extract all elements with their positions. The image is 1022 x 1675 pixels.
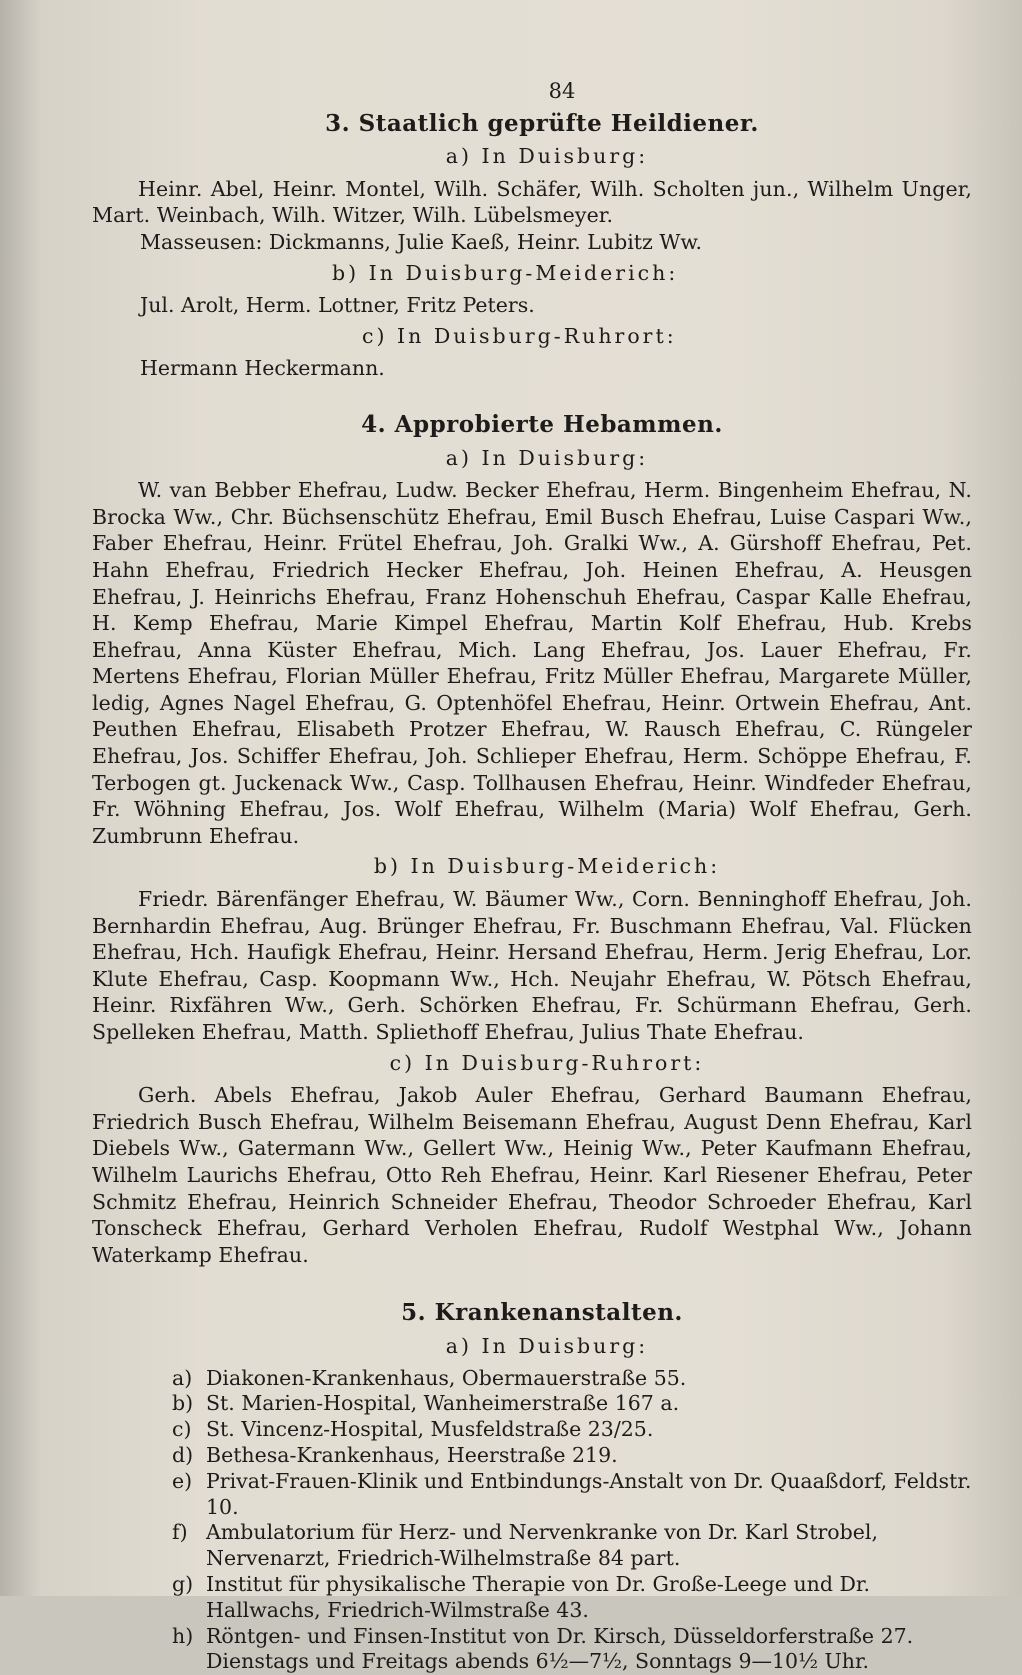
page-text bbox=[92, 70, 972, 1675]
section-3-c-heading: c) In Duisburg-Ruhrort: bbox=[92, 323, 972, 350]
section-3-title: 3. Staatlich geprüfte Heildiener. bbox=[92, 111, 972, 138]
hospital-list bbox=[92, 1366, 972, 1675]
section-4-a-heading: a) In Duisburg: bbox=[92, 445, 972, 472]
list-item: e) Privat-Frauen-Klinik und Entbindungs-Anstalt von Dr. Quaaßdorf, Feldstr. 10. bbox=[92, 1469, 972, 1521]
list-item: c) St. Vincenz-Hospital, Musfeldstraße 23/25. bbox=[92, 1417, 972, 1443]
section-4-c-text: Gerh. Abels Ehefrau, Jakob Auler Ehefrau, Gerhard Baumann Ehefrau, Friedrich Busch Ehefrau, Wilhelm Beisemann Ehefrau, August Denn Ehefrau, Karl Diebels Ww., Gatermann Ww., Gellert Ww., Heinig Ww., Peter Kaufmann Ehefrau, Wilhelm Laurichs Ehefrau, Otto Reh Ehefrau, Heinr. Karl Riesener Ehefrau, Peter Schmitz Ehefrau, Heinrich Schneider Ehefrau, Theodor Schroeder Ehefrau, Karl Tonscheck Ehefrau, Gerhard Verholen Ehefrau, Rudolf Westphal Ww., Johann Waterkamp Ehefrau. bbox=[92, 1082, 972, 1268]
section-4-c-heading: c) In Duisburg-Ruhrort: bbox=[92, 1050, 972, 1077]
section-3-a-heading: a) In Duisburg: bbox=[92, 143, 972, 170]
section-3-c-text: Hermann Heckermann. bbox=[92, 355, 972, 382]
section-3-b-text: Jul. Arolt, Herm. Lottner, Fritz Peters. bbox=[92, 292, 972, 319]
section-5-title: 5. Krankenanstalten. bbox=[92, 1300, 972, 1327]
page-number: 84 bbox=[92, 78, 972, 105]
section-5-a-heading: a) In Duisburg: bbox=[92, 1333, 972, 1360]
list-item: d) Bethesa-Krankenhaus, Heerstraße 219. bbox=[92, 1443, 972, 1469]
section-4-a-text: W. van Bebber Ehefrau, Ludw. Becker Ehefrau, Herm. Bingenheim Ehefrau, N. Brocka Ww., Chr. Büchsenschütz Ehefrau, Emil Busch Ehefrau, Luise Caspari Ww., Faber Ehefrau, Heinr. Frütel Ehefrau, Joh. Gralki Ww., A. Gürshoff Ehefrau, Pet. Hahn Ehefrau, Friedrich Hecker Ehefrau, Joh. Heinen Ehefrau, A. Heusgen Ehefrau, J. Heinrichs Ehefrau, Franz Hohenschuh Ehefrau, Caspar Kalle Ehefrau, H. Kemp Ehefrau, Marie Kimpel Ehefrau, Martin Kolf Ehefrau, Hub. Krebs Ehefrau, Anna Küster Ehefrau, Mich. Lang Ehefrau, Jos. Lauer Ehefrau, Fr. Mertens Ehefrau, Florian Müller Ehefrau, Fritz Müller Ehefrau, Margarete Müller, ledig, Agnes Nagel Ehefrau, G. Optenhöfel Ehefrau, Heinr. Ortwein Ehefrau, Ant. Peuthen Ehefrau, Elisabeth Protzer Ehefrau, W. Rausch Ehefrau, C. Rüngeler Ehefrau, Jos. Schiffer Ehefrau, Joh. Schlieper Ehefrau, Herm. Schöppe Ehefrau, F. Terbogen gt. Juckenack Ww., Casp. Tollhausen Ehefrau, Heinr. Windfeder Ehefrau, Fr. Wöhning Ehefrau, Jos. Wolf Ehefrau, Wilhelm (Maria) Wolf Ehefrau, Gerh. Zumbrunn Ehefrau. bbox=[92, 477, 972, 849]
section-3-a-text: Heinr. Abel, Heinr. Montel, Wilh. Schäfer, Wilh. Scholten jun., Wilhelm Unger, Mart. Weinbach, Wilh. Witzer, Wilh. Lübelsmeyer. bbox=[92, 176, 972, 229]
list-item: a) Diakonen-Krankenhaus, Obermauerstraße 55. bbox=[92, 1366, 972, 1392]
section-3-masseusen: Masseusen: Dickmanns, Julie Kaeß, Heinr. Lubitz Ww. bbox=[92, 229, 972, 256]
list-item: f) Ambulatorium für Herz- und Nervenkranke von Dr. Karl Strobel, Nervenarzt, Friedrich-Wilhelmstraße 84 part. bbox=[92, 1520, 972, 1572]
list-item: h) Röntgen- und Finsen-Institut von Dr. Kirsch, Düsseldorferstraße 27. Dienstags und Freitags abends 6½—7½, Sonntags 9—10½ Uhr. bbox=[92, 1624, 972, 1675]
section-4-b-text: Friedr. Bärenfänger Ehefrau, W. Bäumer Ww., Corn. Benninghoff Ehefrau, Joh. Bernhardin Ehefrau, Aug. Brünger Ehefrau, Fr. Buschmann Ehefrau, Val. Flücken Ehefrau, Hch. Haufigk Ehefrau, Heinr. Hersand Ehefrau, Herm. Jerig Ehefrau, Lor. Klute Ehefrau, Casp. Koopmann Ww., Hch. Neujahr Ehefrau, W. Pötsch Ehefrau, Heinr. Rixfähren Ww., Gerh. Schörken Ehefrau, Fr. Schürmann Ehefrau, Gerh. Spelleken Ehefrau, Matth. Spliethoff Ehefrau, Julius Thate Ehefrau. bbox=[92, 886, 972, 1046]
list-item: g) Institut für physikalische Therapie von Dr. Große-Leege und Dr. Hallwachs, Friedrich-Wilmstraße 43. bbox=[92, 1572, 972, 1624]
list-item: b) St. Marien-Hospital, Wanheimerstraße 167 a. bbox=[92, 1391, 972, 1417]
section-4-b-heading: b) In Duisburg-Meiderich: bbox=[92, 853, 972, 880]
section-3-b-heading: b) In Duisburg-Meiderich: bbox=[92, 260, 972, 287]
section-4-title: 4. Approbierte Hebammen. bbox=[92, 412, 972, 439]
